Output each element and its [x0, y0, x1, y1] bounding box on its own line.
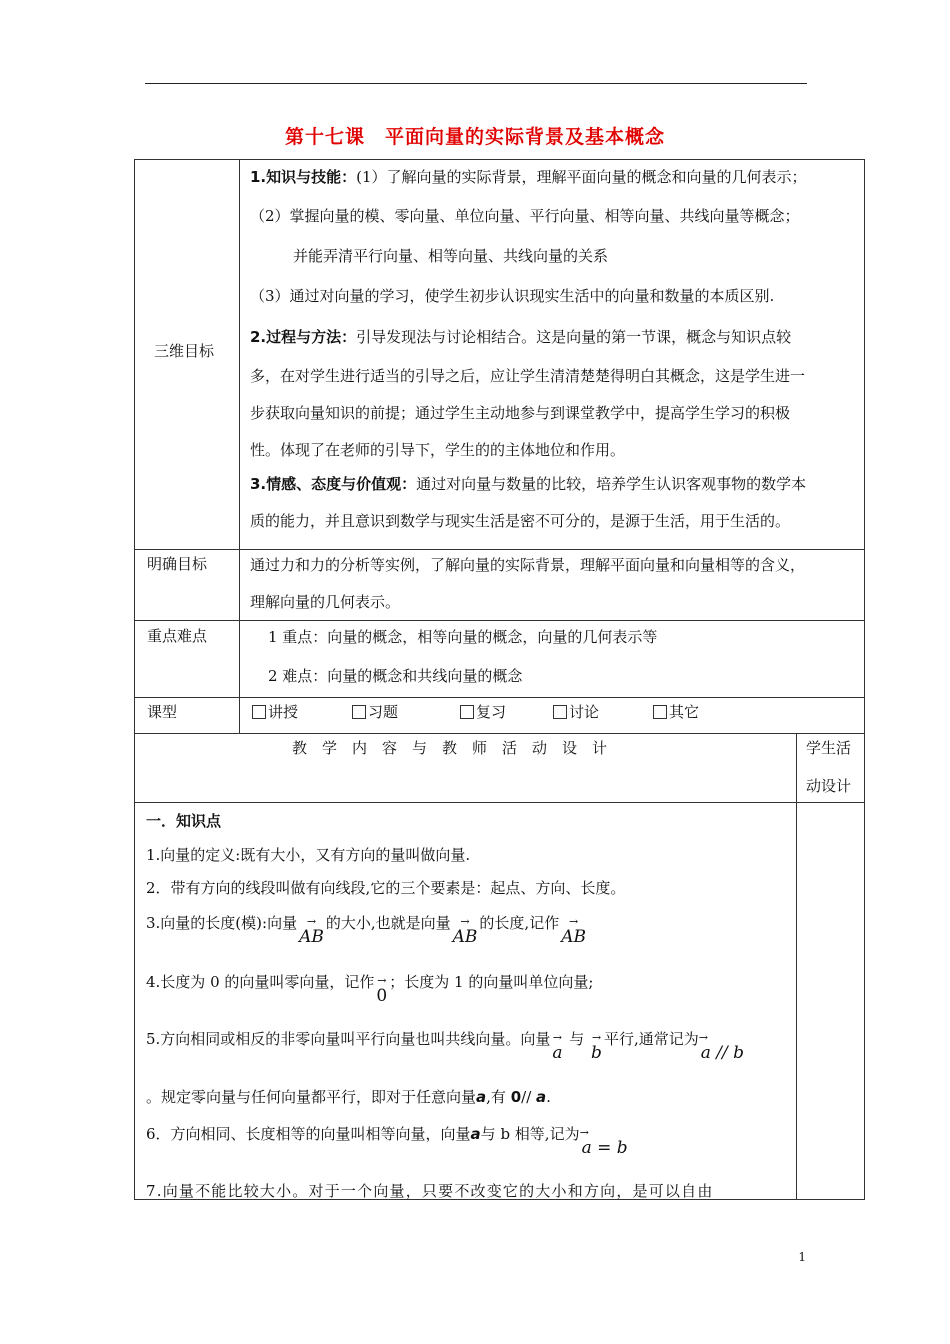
vector-a-label: a [552, 1043, 563, 1063]
goals-line-1 [250, 166, 807, 187]
content-header: 教 学 内 容 与 教 师 活 动 设 计 [292, 739, 608, 757]
goals-heading-2: 2.过程与方法： [250, 328, 357, 346]
point-6-text-b: a [470, 1125, 481, 1143]
point-5-text-b: 与 [569, 1030, 585, 1048]
goals-heading-1: 1.知识与技能： [250, 168, 357, 186]
point-7: 7.向量不能比较大小。对于一个向量，只要不改变它的大小和方向，是可以自由 [146, 1182, 714, 1200]
checkbox-icon [252, 705, 266, 719]
point-3-text-a: 3.向量的长度(模):向量 [146, 914, 298, 932]
type-option-label: 讨论 [569, 703, 600, 721]
vector-arrow-icon: → [377, 974, 387, 987]
point-3-text-b: 的大小,也就是向量 [325, 914, 451, 932]
type-option-label: 习题 [368, 703, 399, 721]
type-option-exercise[interactable] [352, 701, 398, 722]
vector-ab-label: AB [561, 927, 586, 947]
point-3-text-c: 的长度,记作 [479, 914, 560, 932]
type-option-label: 复习 [476, 703, 507, 721]
type-option-label: 其它 [669, 703, 700, 721]
point-5-text-h: // [521, 1088, 532, 1106]
vector-arrow-icon: → [306, 915, 317, 928]
type-option-other[interactable] [653, 701, 699, 722]
point-4 [146, 971, 593, 1006]
type-option-discussion[interactable] [553, 701, 599, 722]
student-column-divider [796, 733, 797, 1200]
vector-a [550, 1031, 564, 1063]
page-number: 1 [798, 1250, 806, 1264]
key-label: 重点难点 [147, 627, 208, 645]
vector-ab-label: AB [299, 927, 324, 947]
type-option-review[interactable] [460, 701, 506, 722]
point-5-text-a: 5.方向相同或相反的非零向量叫平行向量也叫共线向量。向量 [146, 1030, 551, 1048]
type-option-label: 讲授 [268, 703, 299, 721]
vector-ab [559, 915, 588, 947]
clear-line-1: 通过力和力的分析等实例，了解向量的实际背景，理解平面向量和向量相等的含义， [250, 556, 806, 574]
zero-vector [374, 974, 389, 1006]
header-rule [145, 83, 807, 84]
goals-line-3: 并能弄清平行向量、相等向量、共线向量的关系 [293, 247, 609, 265]
vector-arrow-icon: → [698, 1031, 708, 1044]
point-5-text-e: a [476, 1088, 487, 1106]
goals-text-3: 通过对向量与数量的比较，培养学生认识客观事物的数学本 [416, 475, 807, 493]
goals-line-6: 多，在对学生进行适当的引导之后，应让学生清清楚楚得明白其概念，这是学生进一 [250, 367, 806, 385]
type-option-lecture[interactable] [252, 701, 298, 722]
key-line-1: 1 重点：向量的概念，相等向量的概念，向量的几何表示等 [268, 628, 658, 646]
point-5-text-d: 。规定零向量与任何向量都平行，即对于任意向量 [146, 1088, 477, 1106]
vector-parallel-label: a // b [700, 1043, 744, 1063]
vector-arrow-icon: → [460, 915, 470, 928]
student-header-line-1: 学生活 [806, 739, 852, 757]
goals-label: 三维目标 [154, 342, 215, 360]
point-4-text-a: 4.长度为 0 的向量叫零向量，记作 [146, 973, 375, 991]
point-2: 2．带有方向的线段叫做有向线段,它的三个要素是：起点、方向、长度。 [146, 879, 626, 897]
point-6-text-a: 6．方向相同、长度相等的向量叫相等向量，向量 [146, 1125, 471, 1143]
vector-b-label: b [591, 1043, 602, 1063]
point-5-continued [146, 1086, 551, 1107]
checkbox-icon [653, 705, 667, 719]
goals-line-10: 质的能力，并且意识到数学与现实生活是密不可分的，是源于生活，用于生活的。 [250, 512, 791, 530]
key-line-2: 2 难点：向量的概念和共线向量的概念 [268, 667, 523, 685]
checkbox-icon [352, 705, 366, 719]
point-5-text-g: 0 [510, 1088, 522, 1106]
vector-parallel [698, 1031, 746, 1063]
vector-ab-label: AB [452, 927, 478, 947]
goals-line-2: （2）掌握向量的模、零向量、单位向量、平行向量、相等向量、共线向量等概念； [250, 207, 800, 225]
goals-line-7: 步获取向量知识的前提；通过学生主动地参与到课堂教学中，提高学生学习的积极 [250, 404, 791, 422]
point-4-text-b: ；长度为 1 的向量叫单位向量; [389, 973, 594, 991]
goals-line-9 [250, 473, 806, 494]
vector-arrow-icon: → [579, 1126, 589, 1139]
point-6 [146, 1123, 630, 1158]
vector-arrow-icon: → [568, 915, 579, 928]
vector-ab [297, 915, 326, 947]
point-5 [146, 1028, 746, 1063]
goals-text-2: 引导发现法与讨论相结合。这是向量的第一节课，概念与知识点较 [356, 328, 792, 346]
point-1: 1.向量的定义:既有大小，又有方向的量叫做向量. [146, 846, 471, 864]
checkbox-icon [553, 705, 567, 719]
vector-arrow-icon: → [552, 1031, 562, 1044]
clear-line-2: 理解向量的几何表示。 [250, 593, 401, 611]
vector-b [589, 1031, 604, 1063]
label-column-divider [239, 159, 240, 734]
point-5-text-c: 平行,通常记为 [603, 1030, 699, 1048]
goals-text-1: (1）了解向量的实际背景，理解平面向量的概念和向量的几何表示； [356, 168, 807, 186]
student-header-line-2: 动设计 [806, 777, 852, 795]
page-title: 第十七课 平面向量的实际背景及基本概念 [284, 126, 665, 148]
vector-ab [451, 915, 480, 947]
vector-arrow-icon: → [591, 1031, 602, 1044]
goals-line-4: （3）通过对向量的学习，使学生初步认识现实生活中的向量和数量的本质区别. [250, 287, 775, 305]
point-3 [146, 912, 588, 947]
point-5-text-f: ,有 [486, 1088, 506, 1106]
goals-heading-3: 3.情感、态度与价值观： [250, 475, 417, 493]
point-6-text-c: 与 b 相等,记为 [480, 1125, 580, 1143]
point-5-text-j: . [546, 1088, 551, 1106]
vector-equal-label: a = b [581, 1138, 628, 1158]
vector-equal [579, 1126, 630, 1158]
zero-vector-label: 0 [376, 986, 388, 1006]
type-label: 课型 [147, 703, 178, 721]
point-5-text-i: a [536, 1088, 547, 1106]
clear-label: 明确目标 [147, 555, 208, 573]
goals-line-5 [250, 326, 791, 347]
checkbox-icon [460, 705, 474, 719]
goals-line-8: 性。体现了在老师的引导下，学生的的主体地位和作用。 [250, 441, 626, 459]
section-title: 一．知识点 [146, 812, 222, 830]
